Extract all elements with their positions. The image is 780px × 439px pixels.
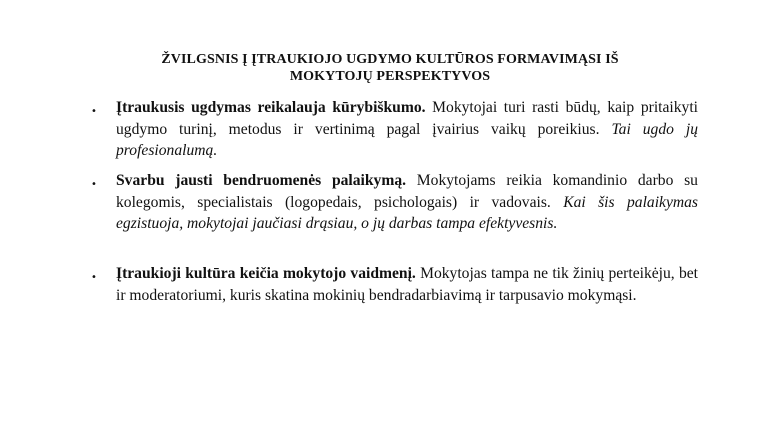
bullet-lead: Įtraukioji kultūra keičia mokytojo vaidmenį. — [116, 265, 416, 282]
bullet-body: Mokytojas tampa ne tik žinių perteikėju, bet ir moderatoriumi, kuris skatina mokinių bendradarbiavimą ir tarpusavio mokymąsi. — [116, 265, 698, 304]
bullet-body: Mokytojai turi rasti būdų, kaip pritaikyti ugdymo turinį, metodus ir vertinimą pagal įvairius vaikų poreikius. — [116, 99, 698, 138]
slide-title-line-1: ŽVILGSNIS Į ĮTRAUKIOJO UGDYMO KULTŪROS FORMAVIMĄSI IŠ — [161, 52, 619, 67]
slide-title-line-2: MOKYTOJŲ PERSPEKTYVOS — [289, 69, 491, 84]
bullet-lead: Svarbu jausti bendruomenės palaikymą. — [116, 172, 407, 189]
bullet-marker: • — [91, 106, 97, 117]
bullet-lead: Įtraukusis ugdymas reikalauja kūrybiškumo. — [116, 99, 426, 116]
bullet-marker: • — [91, 272, 97, 283]
bullet-body: Mokytojams reikia komandinio darbo su kolegomis, specialistais (logopedais, psichologais) ir vadovais. — [116, 172, 698, 211]
bullet-italic: Tai ugdo jų profesionalumą. — [116, 120, 698, 159]
slide-title — [100, 51, 680, 85]
bullet-marker: • — [91, 179, 97, 190]
bullet-text — [116, 263, 698, 306]
bullet-text — [116, 170, 698, 235]
bullet-italic: Kai šis palaikymas egzistuoja, mokytojai jaučiasi drąsiau, o jų darbas tampa efektyvesnis. — [116, 193, 698, 232]
bullet-text — [116, 97, 698, 162]
